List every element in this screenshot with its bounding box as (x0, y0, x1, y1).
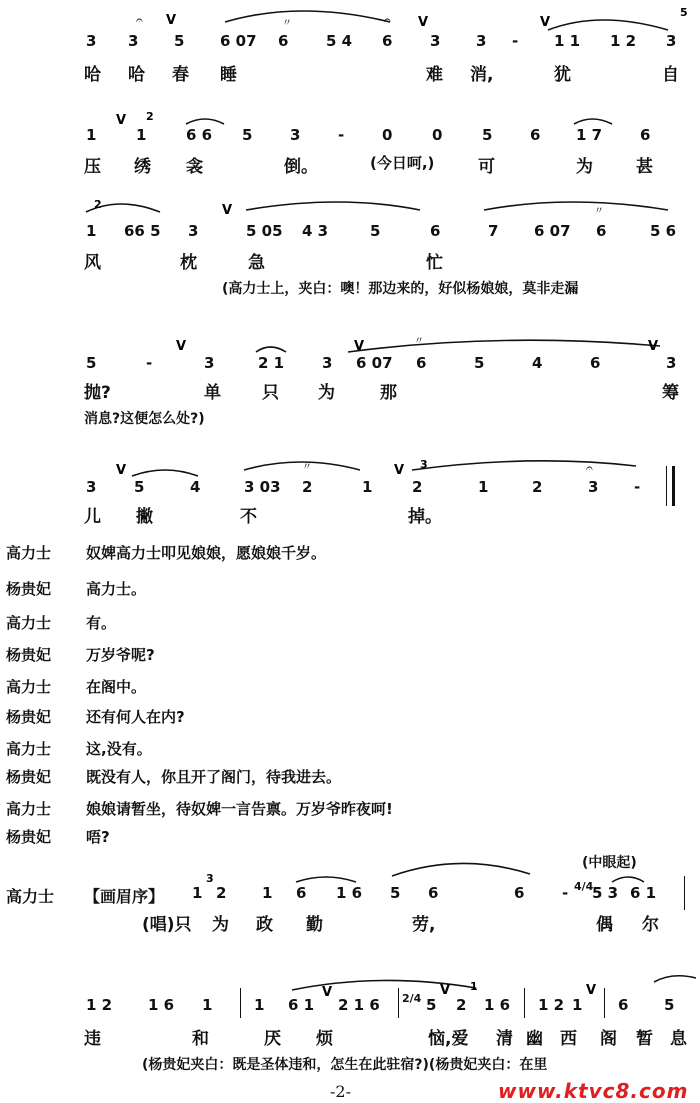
note: 5 (664, 996, 675, 1014)
note: 3 (204, 354, 215, 372)
lyric: 为 (318, 383, 335, 403)
dialogue-line (0, 612, 700, 641)
note: 5 05 (246, 222, 283, 240)
site-watermark: www.ktvc8.com (498, 1079, 689, 1103)
stage-direction: (杨贵妃夹白：既是圣体违和，怎生在此驻宿?)(杨贵妃夹白：在里 (142, 1057, 548, 1073)
ornament-mark: 〃 (302, 462, 312, 473)
note: 2 (302, 478, 313, 496)
dialogue-text: 娘娘请暂坐，待奴婢一言告禀。万岁爷昨夜呵! (86, 800, 393, 818)
dialogue-line (0, 578, 700, 607)
note: 2 1 6 (338, 996, 380, 1014)
note: 1 2 (538, 996, 565, 1014)
lyric: 那 (380, 383, 397, 403)
note: 5 6 (650, 222, 677, 240)
lyric: 撇 (136, 507, 153, 527)
speaker-name: 高力士 (6, 614, 52, 632)
lyric: 枕 (180, 253, 197, 273)
lyric: 压 (84, 157, 101, 177)
note: 1 (262, 884, 273, 902)
lyric: 消, (470, 65, 494, 85)
lyric: 风 (84, 253, 101, 273)
dialogue-text: 还有何人在内? (86, 708, 185, 726)
breath-mark: V (648, 339, 659, 354)
lyric: 劳, (412, 915, 436, 935)
note: 1 2 (86, 996, 113, 1014)
barline (398, 988, 399, 1018)
dialogue-line (0, 542, 700, 571)
lyric: 自 (662, 65, 679, 85)
note-line (0, 478, 700, 502)
note: 5 3 (592, 884, 619, 902)
breath-mark: V (418, 15, 429, 30)
lyric: 忙 (426, 253, 443, 273)
dialogue-text: 有。 (86, 614, 117, 632)
note: 6 07 (534, 222, 571, 240)
speaker-name: 杨贵妃 (6, 646, 52, 664)
dialogue-text: 唔? (86, 828, 110, 846)
lyric: 恼,爱 (428, 1029, 469, 1049)
breath-mark: V (166, 13, 177, 28)
note: 6 (428, 884, 439, 902)
note: 1 (478, 478, 489, 496)
note: 3 (290, 126, 301, 144)
dialogue-text: 在阁中。 (86, 678, 147, 696)
lyric: 急 (248, 253, 265, 273)
lyric: 春 (172, 65, 189, 85)
lyric: 倒。 (284, 157, 318, 177)
note: 1 6 (336, 884, 363, 902)
note: 6 07 (356, 354, 393, 372)
speaker-name: 高力士 (6, 678, 52, 696)
note: 1 (86, 126, 97, 144)
note: 5 (426, 996, 437, 1014)
lyric: 绣 (134, 157, 151, 177)
lyric: 尔 (642, 915, 659, 935)
barline (684, 876, 685, 910)
note: 1 7 (576, 126, 603, 144)
note: - (146, 354, 153, 372)
note: 3 (86, 478, 97, 496)
note-line (0, 126, 700, 150)
dialogue-line (0, 644, 700, 673)
lyric: 和 (192, 1029, 209, 1049)
lyric: 厌 (264, 1029, 281, 1049)
note: 4 3 (302, 222, 329, 240)
note-line (0, 992, 700, 1020)
note: 3 (430, 32, 441, 50)
note: 2 (216, 884, 227, 902)
page-number: -2- (330, 1082, 351, 1101)
fermata-mark: 𝄐 (136, 13, 143, 27)
note: 3 (476, 32, 487, 50)
lyric: 阁 (600, 1029, 617, 1049)
note: - (634, 478, 641, 496)
lyric-line (0, 248, 700, 272)
note: 66 5 (124, 222, 161, 240)
note: 2 (532, 478, 543, 496)
speaker-name: 高力士 (6, 740, 52, 758)
note: 1 6 (484, 996, 511, 1014)
note: 1 (254, 996, 265, 1014)
note: 6 1 (288, 996, 315, 1014)
note: 2 (412, 478, 423, 496)
lyric: 抛? (84, 383, 111, 403)
lyric-aside: (今日呵,) (370, 154, 435, 172)
note: 5 (86, 354, 97, 372)
breath-mark: V (586, 983, 597, 998)
breath-mark: V (540, 15, 551, 30)
note: 3 (588, 478, 599, 496)
lyric: 衾 (186, 157, 203, 177)
lyric: 政 (256, 915, 273, 935)
note: 6 (640, 126, 651, 144)
tune-name: 【画眉序】 (84, 887, 165, 906)
dialogue-text: 既没有人，你且开了阁门，待我进去。 (86, 768, 342, 786)
speaker-name: 高力士 (6, 800, 52, 818)
speaker-name: 杨贵妃 (6, 828, 52, 846)
lyric: 烦 (316, 1029, 333, 1049)
lyric: 难 (426, 65, 443, 85)
lyric: 为 (576, 157, 593, 177)
stage-direction: (高力士上，夹白：噢！那边来的，好似杨娘娘，莫非走漏 (222, 281, 579, 297)
breath-mark: V (322, 985, 333, 1000)
note: 6 6 (186, 126, 213, 144)
fermata-mark: 𝄐 (586, 461, 593, 475)
lyric-line (0, 60, 700, 84)
lyric: 筹 (662, 383, 679, 403)
lyric-line (0, 502, 700, 526)
stage-direction: 消息?这便怎么处?) (84, 411, 205, 427)
dialogue-text: 这,没有。 (86, 740, 152, 758)
note: 6 07 (220, 32, 257, 50)
note: 6 1 (630, 884, 657, 902)
breath-mark: V (116, 113, 127, 128)
lyric: 哈 (84, 65, 101, 85)
ornament-mark: 〃 (414, 336, 424, 347)
grace-note: 1 (470, 980, 478, 993)
note: 6 (430, 222, 441, 240)
note: - (562, 884, 569, 902)
note-line (0, 354, 700, 378)
note: 1 1 (554, 32, 581, 50)
note: 1 (572, 996, 583, 1014)
breath-mark: V (176, 339, 187, 354)
note: 3 03 (244, 478, 281, 496)
lyric-line (0, 152, 700, 176)
note: 1 6 (148, 996, 175, 1014)
note: 4 (532, 354, 543, 372)
note: 6 (590, 354, 601, 372)
barline (524, 988, 525, 1018)
note: 5 (174, 32, 185, 50)
lyric: 违 (84, 1029, 101, 1049)
note: 6 (382, 32, 393, 50)
lyric: (唱)只 (142, 915, 192, 935)
note-line (0, 32, 700, 56)
lyric: 睡 (220, 65, 237, 85)
note: 1 (192, 884, 203, 902)
lyric: 儿 (84, 507, 101, 527)
note-line (0, 880, 700, 908)
note: 5 (242, 126, 253, 144)
lyric-line (0, 910, 700, 934)
lyric: 暂 (636, 1029, 653, 1049)
note-line (0, 222, 700, 246)
lyric: 为 (212, 915, 229, 935)
speaker-name: 杨贵妃 (6, 580, 52, 598)
note: 5 (482, 126, 493, 144)
time-signature: 2/4 (402, 992, 422, 1005)
time-signature: 4/4 (574, 880, 594, 893)
lyric: 勤 (306, 915, 323, 935)
note: 6 (530, 126, 541, 144)
breath-mark: V (394, 463, 405, 478)
grace-note: 2 (94, 198, 102, 211)
lyric: 甚 (636, 157, 653, 177)
speaker-name: 杨贵妃 (6, 708, 52, 726)
barline (666, 466, 667, 506)
lyric: 单 (204, 383, 221, 403)
dialogue-text: 奴婢高力士叩见娘娘，愿娘娘千岁。 (86, 544, 327, 562)
note: 2 1 (258, 354, 285, 372)
note: 3 (666, 354, 677, 372)
note: 6 (596, 222, 607, 240)
note: 3 (86, 32, 97, 50)
breath-mark: V (116, 463, 127, 478)
lyric: 可 (478, 157, 495, 177)
note: 6 (514, 884, 525, 902)
grace-note: 3 (420, 458, 428, 471)
speaker-name: 杨贵妃 (6, 768, 52, 786)
breath-mark: V (354, 339, 365, 354)
note: 1 2 (610, 32, 637, 50)
ornament-mark: 〃 (594, 206, 604, 217)
note: 5 (370, 222, 381, 240)
grace-note: 2 (146, 110, 154, 123)
note: 6 (278, 32, 289, 50)
lyric: 清 (496, 1029, 513, 1049)
note: 3 (188, 222, 199, 240)
dialogue-text: 万岁爷呢? (86, 646, 155, 664)
grace-note: 5 (680, 6, 688, 19)
note: 3 (128, 32, 139, 50)
note: - (338, 126, 345, 144)
note: 1 (202, 996, 213, 1014)
barline (604, 988, 605, 1018)
final-barline (672, 466, 675, 506)
lyric-line (0, 1024, 700, 1048)
grace-note: 3 (206, 872, 214, 885)
note: 5 (134, 478, 145, 496)
dialogue-line (0, 676, 700, 705)
note: 5 (474, 354, 485, 372)
note: 0 (382, 126, 393, 144)
dialogue-line (0, 766, 700, 795)
note: 6 (296, 884, 307, 902)
note: 7 (488, 222, 499, 240)
note: 3 (666, 32, 677, 50)
lyric: 不 (240, 507, 257, 527)
lyric: 幽 (526, 1029, 543, 1049)
note: 1 (362, 478, 373, 496)
tempo-marking: (中眼起) (582, 855, 637, 871)
ornament-mark: 〃 (282, 18, 292, 29)
note: 4 (190, 478, 201, 496)
breath-mark: V (222, 203, 233, 218)
fermata-mark: 𝄐 (384, 13, 391, 27)
note: 0 (432, 126, 443, 144)
dialogue-line (0, 706, 700, 735)
lyric: 犹 (554, 65, 571, 85)
note: 5 4 (326, 32, 353, 50)
lyric: 掉。 (408, 507, 442, 527)
speaker-name: 高力士 (6, 887, 55, 906)
lyric: 西 (560, 1029, 577, 1049)
speaker-name: 高力士 (6, 544, 52, 562)
lyric: 息 (670, 1029, 687, 1049)
note: 1 (86, 222, 97, 240)
dialogue-text: 高力士。 (86, 580, 147, 598)
dialogue-line (0, 738, 700, 767)
note: 6 (416, 354, 427, 372)
note: 2 (456, 996, 467, 1014)
lyric: 偶 (596, 915, 613, 935)
note: 3 (322, 354, 333, 372)
lyric-line (0, 378, 700, 402)
lyric: 只 (262, 383, 279, 403)
dialogue-line (0, 798, 700, 827)
note: 5 (390, 884, 401, 902)
note: - (512, 32, 519, 50)
breath-mark: V (440, 983, 451, 998)
note: 6 (618, 996, 629, 1014)
barline (240, 988, 241, 1018)
note: 1 (136, 126, 147, 144)
lyric: 哈 (128, 65, 145, 85)
